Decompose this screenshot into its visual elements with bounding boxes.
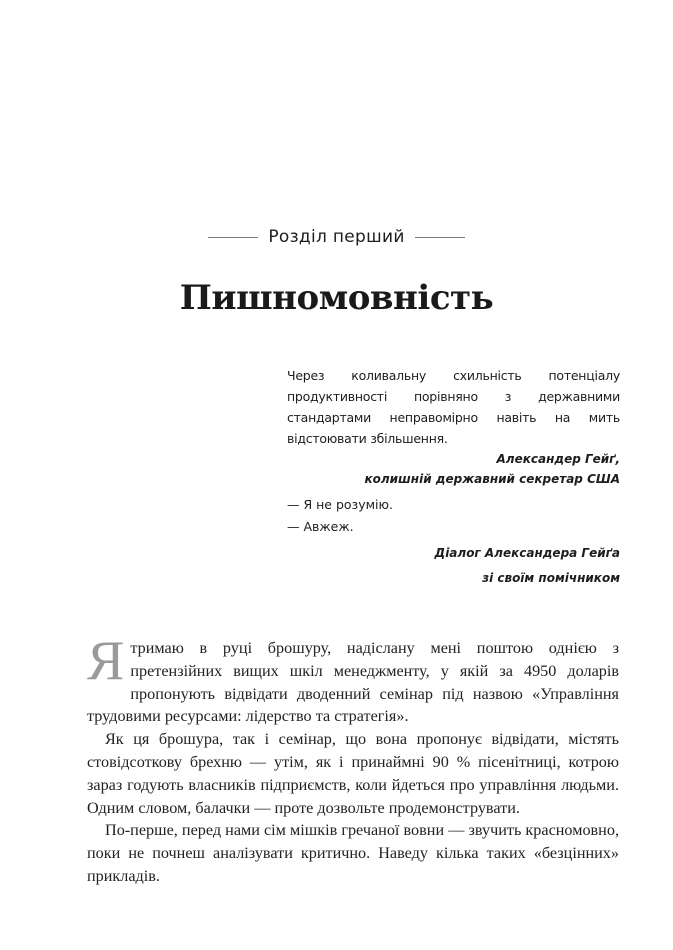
epigraph-author: Александер Гейґ, [496, 452, 620, 466]
epigraph-author-role: колишній державний секретар США [364, 472, 620, 486]
left-rule-divider [208, 237, 258, 238]
epigraph-quote: Через коливальну схильність потенціалу продуктивності порівняно з державними стандартами неправомірно навіть на мить відстоювати збільшення. [287, 368, 620, 446]
epigraph-source-line-1: Діалог Александера Гейґа [434, 546, 620, 560]
body-paragraph: Як ця брошура, так і семінар, що вона пропонує відвідати, містять стовідсоткову брехню — утім, як і принаймні 90 % пісенітниці, котрою зараз годують власників підприємств, коли йдеться про управління людьми. Одним словом, балачки — проте дозвольте продемонструвати. [87, 730, 619, 817]
body-paragraph: По-перше, перед нами сім мішків гречаної вовни — звучить красномовно, поки не почнеш аналізувати критично. Наведу кілька таких «безцінних» прикладів. [87, 821, 619, 885]
right-rule-divider [415, 237, 465, 238]
dialogue-line: — Я не розумію. [287, 497, 393, 512]
chapter-body [87, 630, 619, 888]
dialogue-line: — Авжеж. [287, 519, 354, 534]
drop-cap: Я [87, 630, 125, 692]
body-paragraph-text: тримаю в руці брошуру, надіслану мені поштою однією з претензійних вищих шкіл менеджменту, у якій за 4950 доларів пропонують відвідати дводенний семінар під назвою «Управління трудовими ресурсами: лідерство та стратегія». [87, 639, 619, 726]
epigraph-second [287, 494, 620, 588]
body-paragraph [87, 630, 619, 728]
chapter-label [0, 227, 673, 247]
epigraph-source-line-2: зі своїм помічником [482, 571, 620, 585]
epigraph-first [287, 365, 620, 489]
chapter-title: Пишномовність [179, 278, 494, 318]
chapter-label-text: Розділ перший [268, 227, 405, 247]
